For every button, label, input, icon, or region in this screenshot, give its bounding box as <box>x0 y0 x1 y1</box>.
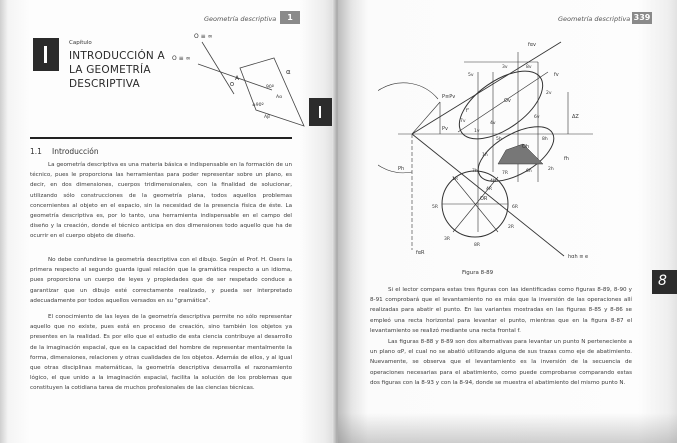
label-f-alpha-r: fαR <box>416 250 425 256</box>
label-p-h: Ph <box>398 166 405 172</box>
paragraph: No debe confundirse la geometría descriptiva con el dibujo. Según el Prof. H. Osers la primera respecto al segundo guarda igual relación que la gramática respecto a un idioma, pues proporciona un cuerpo de leyes y propiedades que de ser respetado conduce a garantizar que un dibujo esté correctamente realizado, y pueda ser interpretado adecuadamente por todos aquellos versados en su "gramática". <box>30 257 292 304</box>
chapter-numeral-block <box>33 38 59 71</box>
left-page <box>0 0 336 443</box>
chapter-side-tab <box>652 270 677 294</box>
label-o-h: Oh <box>522 144 530 150</box>
section-title: Introducción <box>52 147 99 156</box>
point-label: 6h <box>526 169 532 174</box>
point-label: 2h <box>548 167 554 172</box>
label-f-alpha-v: fαv <box>528 42 537 48</box>
chapter-numeral-glyph <box>44 46 47 63</box>
section-rule <box>30 137 292 139</box>
label-p-v: Pv <box>442 126 448 132</box>
guide <box>458 72 548 132</box>
plane-alpha <box>240 58 304 126</box>
point-label: 3v <box>502 65 508 70</box>
section-heading <box>30 147 99 156</box>
point-label: 5h <box>496 137 502 142</box>
point-label: 4h <box>490 179 496 184</box>
label-h-alpha: hαh ≡ e <box>568 254 589 260</box>
paragraph: Las figuras 8-88 y 8-89 son dos alternativas para levantar un punto N perteneciente a un plano αP, el cual no se abatió utilizando alguna de sus trazas como eje de abatimiento. Nuevamente, se observa que el levantamiento es la inversión de la secuencia de operaciones necesarias para el abatimiento, como puede comprobarse comparando estas dos figuras con la 8-93 y con la 8-94, donde se muestra el abatimiento del mismo punto N. <box>370 339 632 386</box>
paragraph: El conocimiento de las leyes de la geometría descriptiva permite no sólo representar aquello que no existe, pues está en proceso de creación, sino también los objetos ya presentes en la realidad. Es por ello que el estudio de esta ciencia contribuye al desarrollo de la imaginación espacial, que es la capacidad del hombre de representar mentalmente la forma, dimensiones, relaciones y otras cualidades de los objetos. Además de ellos, y al igual que otras disciplinas matemáticas, la geometría descriptiva desarrolla el razonamiento lógico, el que unido a la imaginación espacial, facilita la solución de los problemas que constituyen la cotidiana tarea de muchos profesionales de las ciencias técnicas. <box>30 314 292 392</box>
trace-h-alpha <box>412 134 564 256</box>
page-number: 339 <box>633 13 651 22</box>
side-tab-glyph <box>319 106 321 118</box>
label-angle-90: 90º <box>266 85 274 90</box>
point-label: 7h <box>472 169 478 174</box>
label-o-infinity-top: O ≡ ∞ <box>194 33 213 40</box>
point-label: 8R <box>474 243 480 248</box>
chapter-label: Capítulo <box>69 40 92 46</box>
page-number: 1 <box>280 11 300 24</box>
chapter-figure <box>172 28 307 132</box>
label-point-a: A <box>235 75 240 82</box>
rotation-arc <box>378 83 438 173</box>
label-o-v: Ov <box>504 98 511 104</box>
point-label: 3R <box>444 237 450 242</box>
label-p-eq: P≡Pv <box>442 94 456 100</box>
point-label: 4R <box>486 187 492 192</box>
point-a-marker <box>230 82 233 85</box>
point-label: 1R <box>452 177 458 182</box>
point-label: 4v <box>490 121 496 126</box>
chapter-side-tab <box>309 98 332 126</box>
running-head: Geometría descriptiva <box>204 15 277 23</box>
point-label: 7R <box>502 171 508 176</box>
point-label: 6R <box>512 205 518 210</box>
figure-8-89 <box>378 32 618 268</box>
point-label: 1h <box>482 153 488 158</box>
projection-line-top <box>202 42 234 94</box>
point-label: 1v <box>474 129 480 134</box>
chapter-title: INTRODUCCIÓN A LA GEOMETRÍA DESCRIPTIVA <box>69 50 165 90</box>
paragraph: Si el lector compara estas tres figuras con las identificadas como figuras 8-89, 8-90 y 8-91 comprobará que el levantamiento no es más que la inversión de las operaciones allí realizadas para abatir el punto. En las variantes mostradas en las figuras 8-85 y 8-86 se empleó una recta horizontal para levantar el punto, mientras que en la figura 8-87 el levantamiento se realizó mediante una recta frontal f. <box>370 287 632 334</box>
label-a-beta: Aβ <box>264 115 270 120</box>
point-label: 5v <box>468 73 474 78</box>
guide <box>412 102 440 134</box>
label-delta-z: ΔZ <box>572 114 579 120</box>
point-label: 6v <box>534 115 540 120</box>
point-label: 5R <box>432 205 438 210</box>
label-a-alpha: Aα <box>276 95 283 100</box>
running-head: Geometría descriptiva <box>558 15 631 23</box>
label-angle-not-90: ≠90º <box>252 103 264 108</box>
label-f-h: fh <box>564 156 569 162</box>
label-o-r: OR <box>480 196 488 202</box>
figure-caption: Figura 8-89 <box>462 270 494 276</box>
label-o-infinity-left: O ≡ ∞ <box>172 55 191 62</box>
point-label: 7v <box>460 119 466 124</box>
shaded-triangle <box>498 144 543 164</box>
label-f-v: fv <box>554 72 559 78</box>
label-f-prime: f' <box>466 108 470 114</box>
point-label: 8h <box>542 137 548 142</box>
point-label: 2R <box>508 225 514 230</box>
point-label: 8v <box>526 65 532 70</box>
trace-f-alpha-v <box>412 42 561 134</box>
paragraph: La geometría descriptiva es una materia básica e indispensable en la formación de un técnico, pues le proporciona las herramientas para poder representar sobre un plano, es decir, en dos dimensiones, cuerpos tridimensionales, con la finalidad de solucionar, utilizando sólo construcciones de la geometría plana, todos aquellos problemas concernientes al objeto en el espacio, sin la necesidad de la presencia física de éste. La geometría descriptiva es, por lo tanto, una herramienta indispensable en el campo del diseño y la creación, donde el técnico anticipa en dos dimensiones todo aquello que ha de ocurrir en el cuerpo objeto de diseño. <box>30 162 292 240</box>
label-plane-alpha: α <box>286 68 291 76</box>
section-number: 1.1 <box>30 147 42 156</box>
side-tab-label: 8 <box>658 273 667 289</box>
point-label: 2v <box>546 91 552 96</box>
right-page <box>338 0 677 443</box>
